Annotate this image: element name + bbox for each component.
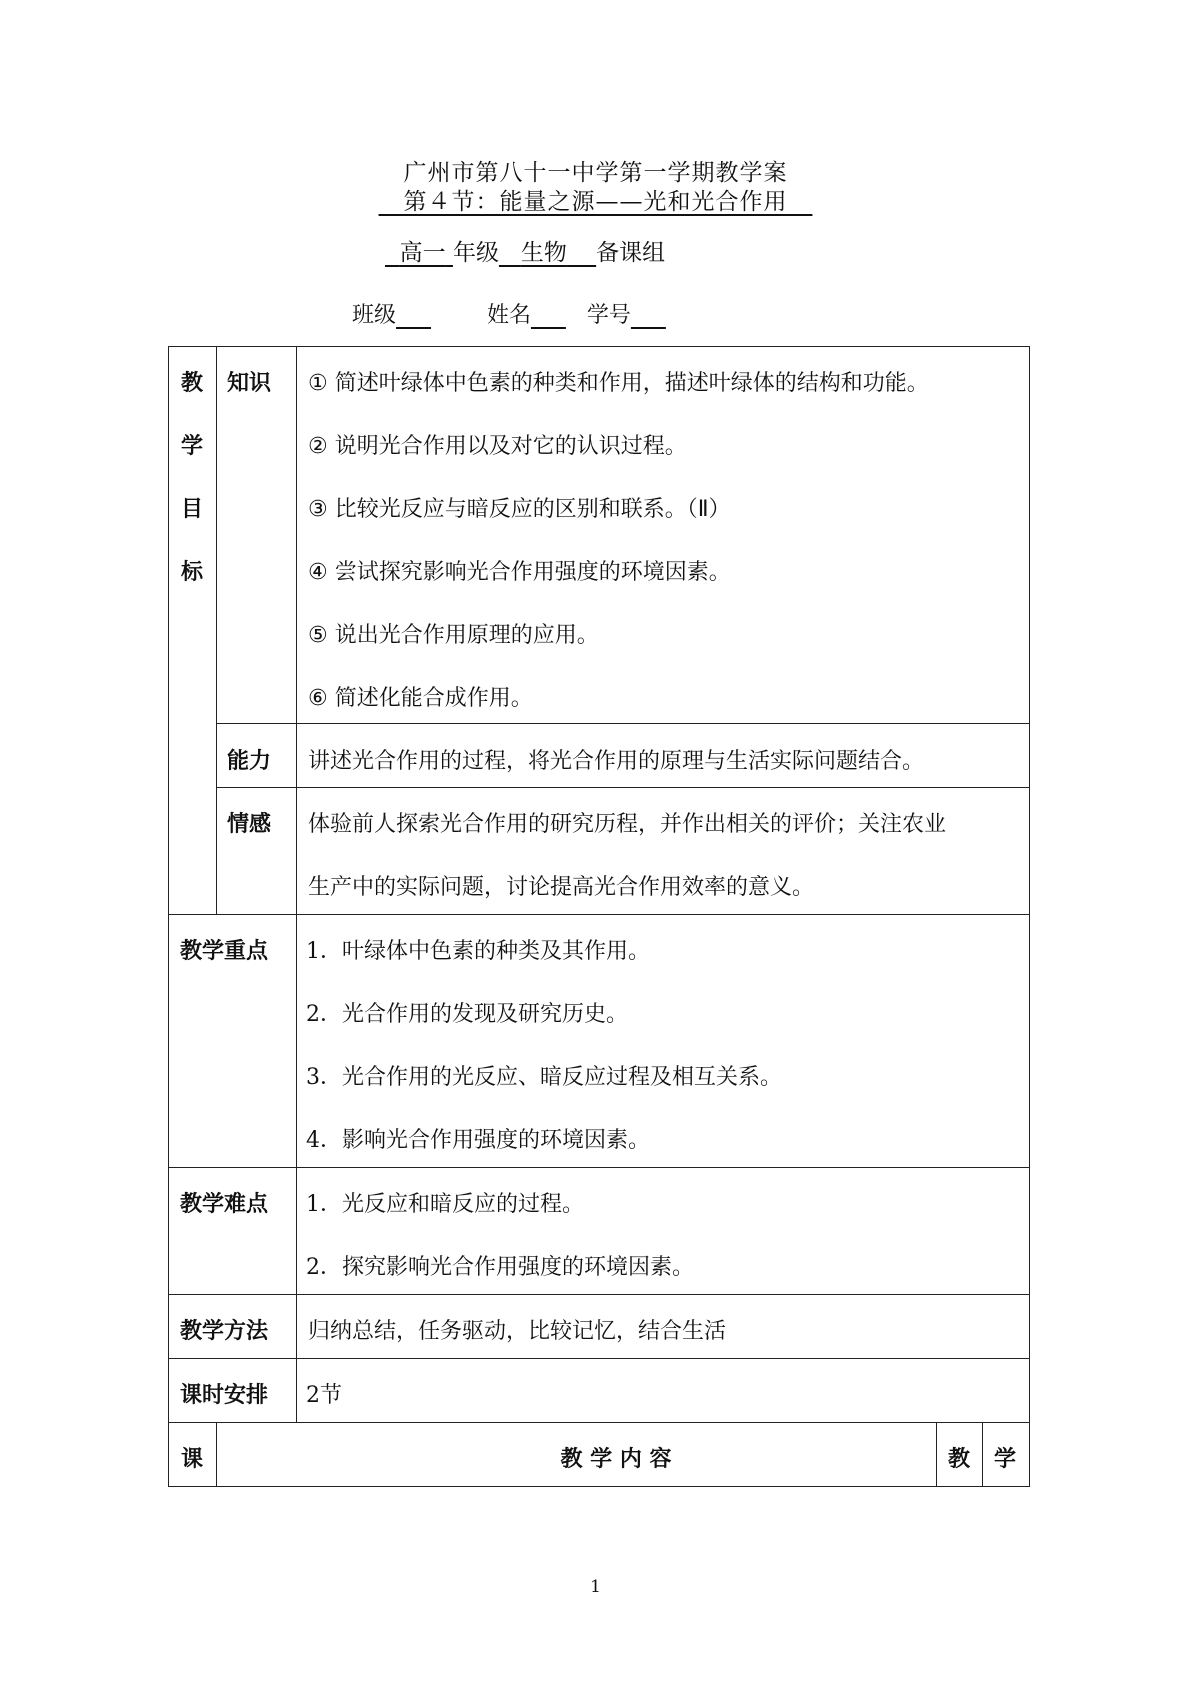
knowledge-item: ② 说明光合作用以及对它的认识过程。 — [308, 434, 687, 459]
grade-suffix: 年级 — [452, 240, 499, 266]
knowledge-item: ① 简述叶绿体中色素的种类和作用，描述叶绿体的结构和功能。 — [308, 371, 929, 396]
page-number: 1 — [590, 1577, 601, 1597]
knowledge-item: ⑤ 说出光合作用原理的应用。 — [308, 623, 599, 648]
subject-value: 生物 — [520, 240, 567, 266]
emotion-line: 生产中的实际问题，讨论提高光合作用效率的意义。 — [308, 875, 815, 900]
content-header: 教 学 内 容 — [560, 1447, 672, 1472]
methods-label: 教学方法 — [180, 1319, 269, 1344]
lesson-header: 课 — [181, 1447, 204, 1472]
schedule-label: 课时安排 — [180, 1383, 269, 1408]
section-title — [0, 183, 1191, 216]
knowledge-item: ⑥ 简述化能合成作用。 — [308, 686, 533, 711]
difficult-points-label: 教学难点 — [180, 1192, 269, 1217]
key-points-label: 教学重点 — [180, 939, 269, 964]
class-field[interactable] — [396, 303, 431, 328]
name-label: 姓名 — [486, 303, 531, 328]
teach-header: 教 — [948, 1447, 971, 1472]
ability-text: 讲述光合作用的过程，将光合作用的原理与生活实际问题结合。 — [308, 749, 925, 774]
difficult-point-item: 2．探究影响光合作用强度的环境因素。 — [306, 1255, 695, 1280]
objectives-side-char-1: 教 — [181, 371, 204, 396]
key-point-item: 3．光合作用的光反应、暗反应过程及相互关系。 — [306, 1065, 783, 1090]
class-label: 班级 — [352, 303, 397, 328]
objectives-side-char-3: 目 — [181, 497, 204, 522]
learn-header: 学 — [994, 1447, 1017, 1472]
objectives-side-char-2: 学 — [181, 434, 204, 459]
student-info-line — [352, 298, 666, 329]
school-title: 广州市第八十一中学第一学期教学案 — [403, 160, 788, 186]
knowledge-item: ③ 比较光反应与暗反应的区别和联系。（Ⅱ） — [308, 497, 731, 522]
emotion-label: 情感 — [227, 812, 272, 837]
grade-value: 高一 — [399, 240, 446, 266]
knowledge-label: 知识 — [227, 371, 272, 396]
objectives-side-char-4: 标 — [181, 560, 204, 585]
emotion-line: 体验前人探索光合作用的研究历程，并作出相关的评价；关注农业 — [308, 812, 947, 837]
student-id-field[interactable] — [631, 303, 666, 328]
student-id-label: 学号 — [586, 303, 631, 328]
section-title-text: 第４节：能量之源——光和光合作用 — [403, 189, 788, 215]
group-suffix: 备课组 — [596, 240, 666, 266]
methods-text: 归纳总结，任务驱动，比较记忆，结合生活 — [308, 1319, 727, 1344]
ability-label: 能力 — [227, 749, 272, 774]
grade-line — [385, 234, 665, 267]
key-point-item: 1．叶绿体中色素的种类及其作用。 — [306, 939, 651, 964]
key-point-item: 2．光合作用的发现及研究历史。 — [306, 1002, 629, 1027]
knowledge-item: ④ 尝试探究影响光合作用强度的环境因素。 — [308, 560, 731, 585]
key-point-item: 4．影响光合作用强度的环境因素。 — [306, 1128, 651, 1153]
difficult-point-item: 1．光反应和暗反应的过程。 — [306, 1192, 585, 1217]
name-field[interactable] — [531, 303, 566, 328]
schedule-value: 2节 — [306, 1383, 343, 1408]
